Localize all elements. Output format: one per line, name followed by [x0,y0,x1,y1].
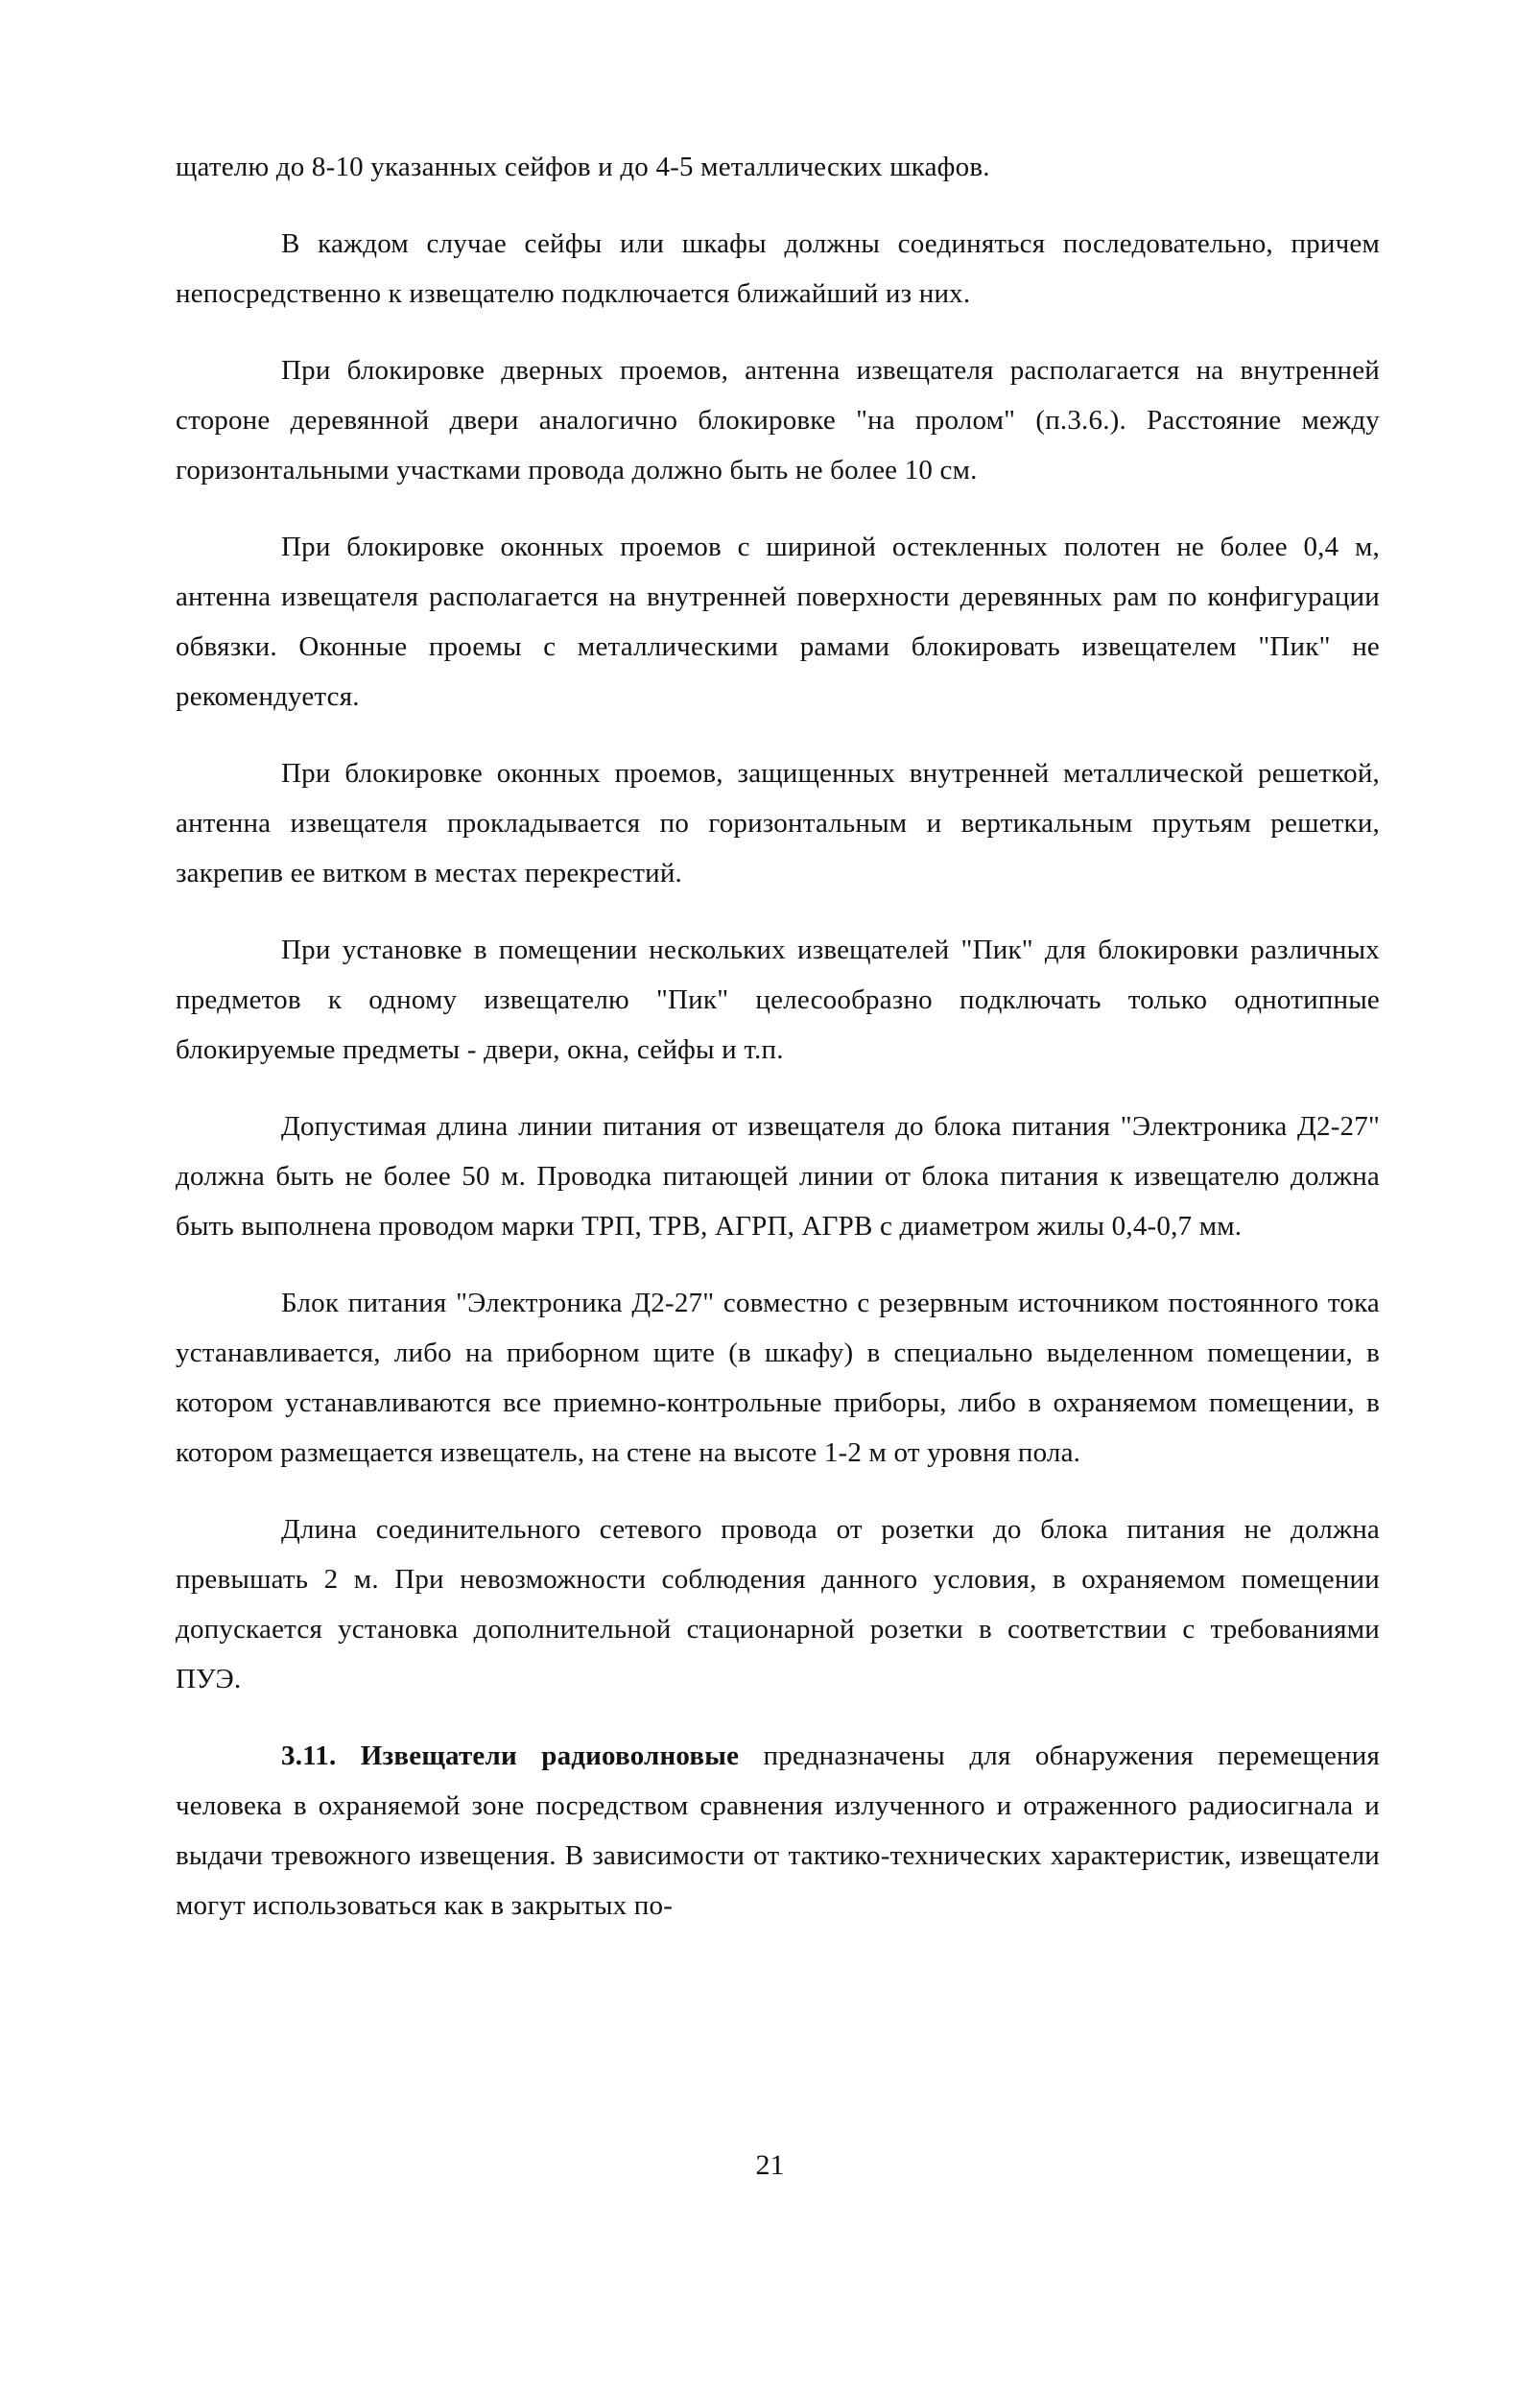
paragraph-power-unit-placement: Блок питания "Электроника Д2-27" совместно с резервным источником постоянного тока устанавливается, либо на приборном щите (в шкафу) в специально выделенном помещении, в котором устанавливаются все приемно-контрольные приборы, либо в охраняемом помещении, в котором размещается извещатель, на стене на высоте 1-2 м от уровня пола. [176,1288,1380,1468]
document-page [176,142,1380,1957]
page-number: 21 [755,2149,785,2181]
paragraph-door-blocking: При блокировке дверных проемов, антенна извещателя располагается на внутренней стороне деревянной двери аналогично блокировке "на пролом" (п.3.6.). Расстояние между горизонтальными участками провода должно быть не более 10 см. [176,355,1380,486]
paragraph-window-blocking: При блокировке оконных проемов с шириной остекленных полотен не более 0,4 м, антенна извещателя располагается на внутренней поверхности деревянных рам по конфигурации обвязки. Оконные проемы с металлическими рамами блокировать извещателем "Пик" не рекомендуется. [176,532,1380,712]
section-title: Извещатели радиоволновые [360,1741,740,1771]
section-text: предназначены для обнаружения перемещения человека в охраняемой зоне посредством сравнения излученного и отраженного радиосигнала и выдачи тревожного извещения. В зависимости от тактико-технических характеристик, извещатели могут использоваться как в закрытых по- [176,1741,1381,1921]
paragraph-serial-connection: В каждом случае сейфы или шкафы должны соединяться последовательно, причем непосредственно к извещателю подключается ближайший из них. [176,228,1380,309]
paragraph-section-3-11 [176,1731,1380,1930]
paragraph-power-line-length: Допустимая длина линии питания от извещателя до блока питания "Электроника Д2-27" должна быть не более 50 м. Проводка питающей линии от блока питания к извещателю должна быть выполнена проводом марки ТРП, ТРВ, АГРП, АГРВ с диаметром жилы 0,4-0,7 мм. [176,1111,1380,1242]
paragraph-cord-length: Длина соединительного сетевого провода от розетки до блока питания не должна превышать 2 м. При невозможности соблюдения данного условия, в охраняемом помещении допускается установка дополнительной стационарной розетки в соответствии с требованиями ПУЭ. [176,1514,1380,1694]
paragraph-multiple-detectors: При установке в помещении нескольких извещателей "Пик" для блокировки различных предметов к одному извещателю "Пик" целесообразно подключать только однотипные блокируемые предметы - двери, окна, сейфы и т.п. [176,935,1380,1065]
section-number: 3.11. [281,1741,337,1771]
paragraph-continuation: щателю до 8-10 указанных сейфов и до 4-5 металлических шкафов. [176,152,990,182]
paragraph-grille-blocking: При блокировке оконных проемов, защищенных внутренней металлической решеткой, антенна извещателя прокладывается по горизонтальным и вертикальным прутьям решетки, закрепив ее витком в местах перекрестий. [176,758,1380,888]
